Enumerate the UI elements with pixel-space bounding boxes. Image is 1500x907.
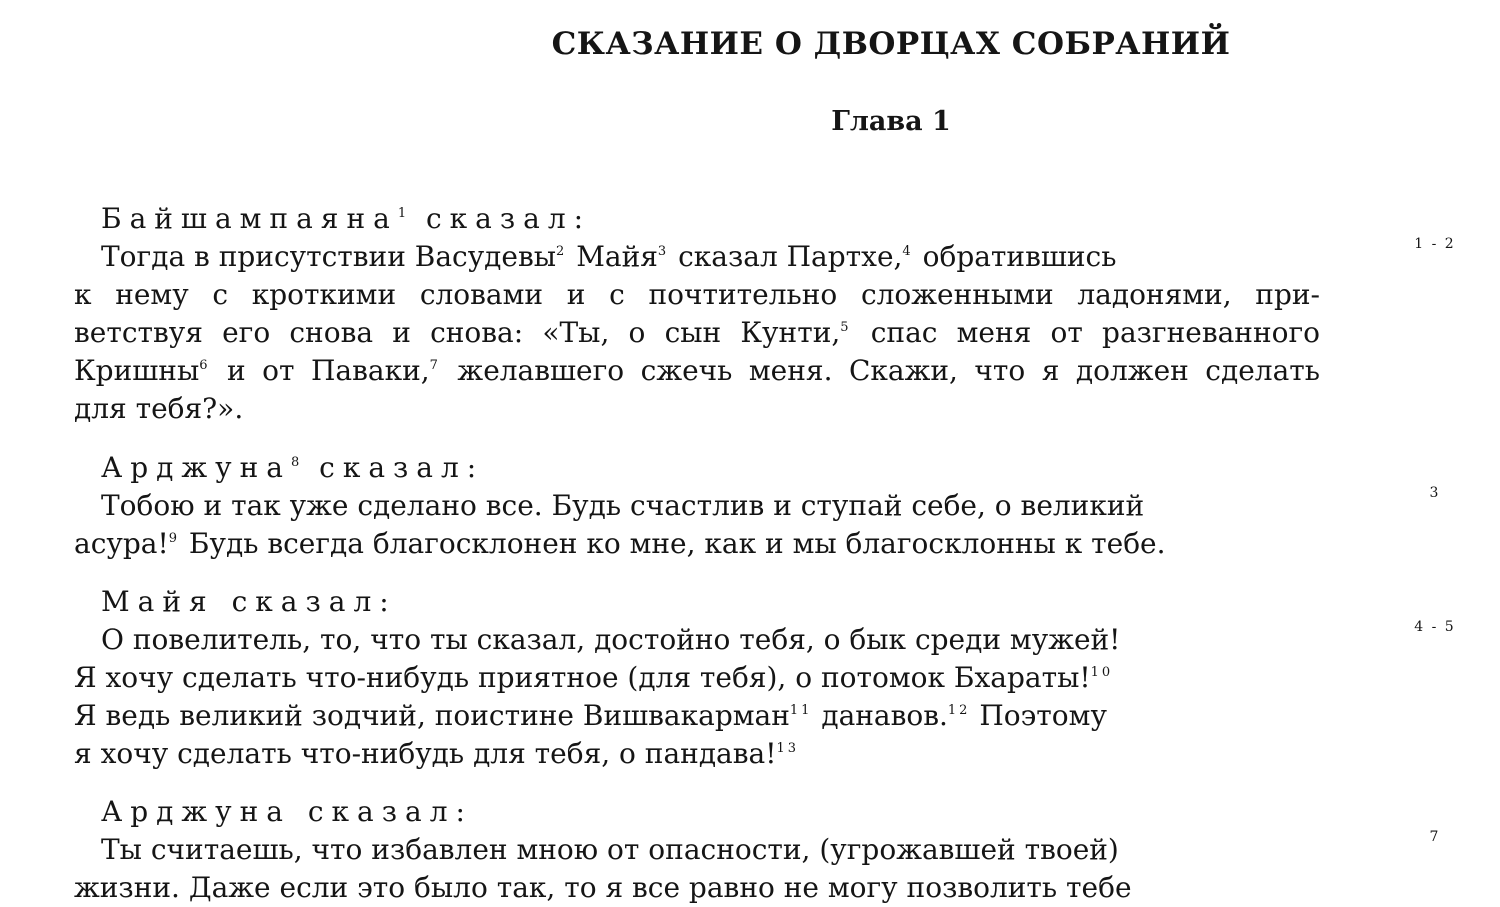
text-segment: Будь всегда благосклонен ко мне, как и мы благосклонны к тебе. xyxy=(180,527,1166,560)
speaker-line xyxy=(74,449,1320,487)
speaker-said: сказал: xyxy=(319,451,485,484)
verse-number: 1 - 2 xyxy=(1414,236,1456,252)
speaker-name: Байшампаяна xyxy=(101,202,398,235)
text-segment: О повелитель, то, что ты сказал, достойно тебя, о бык среди мужей! xyxy=(101,623,1121,656)
footnote-marker: 1 xyxy=(397,206,410,221)
speaker-said: сказал: xyxy=(426,202,592,235)
passage xyxy=(74,200,1320,428)
text-segment: обратившись xyxy=(913,240,1117,273)
text-segment: желавшего сжечь меня. Скажи, что я должен сделать xyxy=(440,354,1320,387)
footnote-marker: 10 xyxy=(1090,665,1114,680)
text-line xyxy=(74,314,1320,352)
text-segment: и от Паваки, xyxy=(210,354,430,387)
chapter-title: Глава 1 xyxy=(831,106,951,137)
footnote-marker: 11 xyxy=(789,703,813,718)
book-title: СКАЗАНИЕ О ДВОРЦАХ СОБРАНИЙ xyxy=(551,26,1231,62)
text-segment: ветствуя его снова и снова: «Ты, о сын Кунти, xyxy=(74,316,841,349)
text-line xyxy=(74,831,1320,869)
passage xyxy=(74,793,1320,907)
text-segment: Ты считаешь, что избавлен мною от опасности, (угрожавшей твоей) xyxy=(101,833,1119,866)
footnote-marker: 5 xyxy=(840,320,852,335)
text-line xyxy=(74,487,1320,525)
speaker-name: Майя xyxy=(101,585,215,618)
text-line xyxy=(74,621,1320,659)
text-segment: Майя xyxy=(567,240,658,273)
footnote-marker: 2 xyxy=(556,244,568,259)
text-segment: для тебя?». xyxy=(74,392,244,425)
passage xyxy=(74,449,1320,563)
verse-number: 7 xyxy=(1429,829,1441,845)
footnote-marker: 4 xyxy=(902,244,914,259)
text-segment: Я хочу сделать что-нибудь приятное (для тебя), о потомок Бхараты! xyxy=(74,661,1091,694)
passage xyxy=(74,583,1320,773)
text-line xyxy=(74,276,1320,314)
footnote-marker: 7 xyxy=(429,358,441,373)
text-segment: данавов. xyxy=(812,699,948,732)
footnote-marker: 13 xyxy=(776,741,800,756)
text-segment: Поэтому xyxy=(970,699,1107,732)
text-segment: жизни. Даже если это было так, то я все равно не могу позволить тебе xyxy=(74,871,1132,904)
verse-number: 4 - 5 xyxy=(1414,619,1456,635)
text-segment: сказал Партхе, xyxy=(669,240,903,273)
text-line xyxy=(74,390,1320,428)
speaker-said: сказал: xyxy=(231,585,397,618)
text-line xyxy=(74,869,1320,907)
text-segment: к нему с кроткими словами и с почтительно сложенными ладонями, при- xyxy=(74,278,1320,311)
text-segment: Кришны xyxy=(74,354,200,387)
text-segment: я хочу сделать что-нибудь для тебя, о пандава! xyxy=(74,737,777,770)
footnote-marker: 12 xyxy=(947,703,971,718)
text-segment: асура! xyxy=(74,527,169,560)
speaker-line xyxy=(74,793,1320,831)
text-segment: спас меня от разгневанного xyxy=(851,316,1320,349)
text-line xyxy=(74,525,1320,563)
text-line xyxy=(74,735,1320,773)
footnote-marker: 6 xyxy=(199,358,211,373)
verse-number: 3 xyxy=(1429,485,1441,501)
footnote-marker: 9 xyxy=(168,531,180,546)
speaker-line xyxy=(74,200,1320,238)
text-line xyxy=(74,659,1320,697)
text-segment: Тобою и так уже сделано все. Будь счастлив и ступай себе, о великий xyxy=(101,489,1145,522)
text-segment: Тогда в присутствии Васудевы xyxy=(101,240,557,273)
text-line xyxy=(74,238,1320,276)
text-line xyxy=(74,697,1320,735)
speaker-line xyxy=(74,583,1320,621)
text-line xyxy=(74,352,1320,390)
speaker-said: сказал: xyxy=(307,795,473,828)
footnote-marker: 8 xyxy=(290,455,303,470)
text-segment: Я ведь великий зодчий, поистине Вишвакарман xyxy=(74,699,790,732)
footnote-marker: 3 xyxy=(657,244,670,259)
speaker-name: Арджуна xyxy=(101,451,291,484)
speaker-name: Арджуна xyxy=(101,795,291,828)
